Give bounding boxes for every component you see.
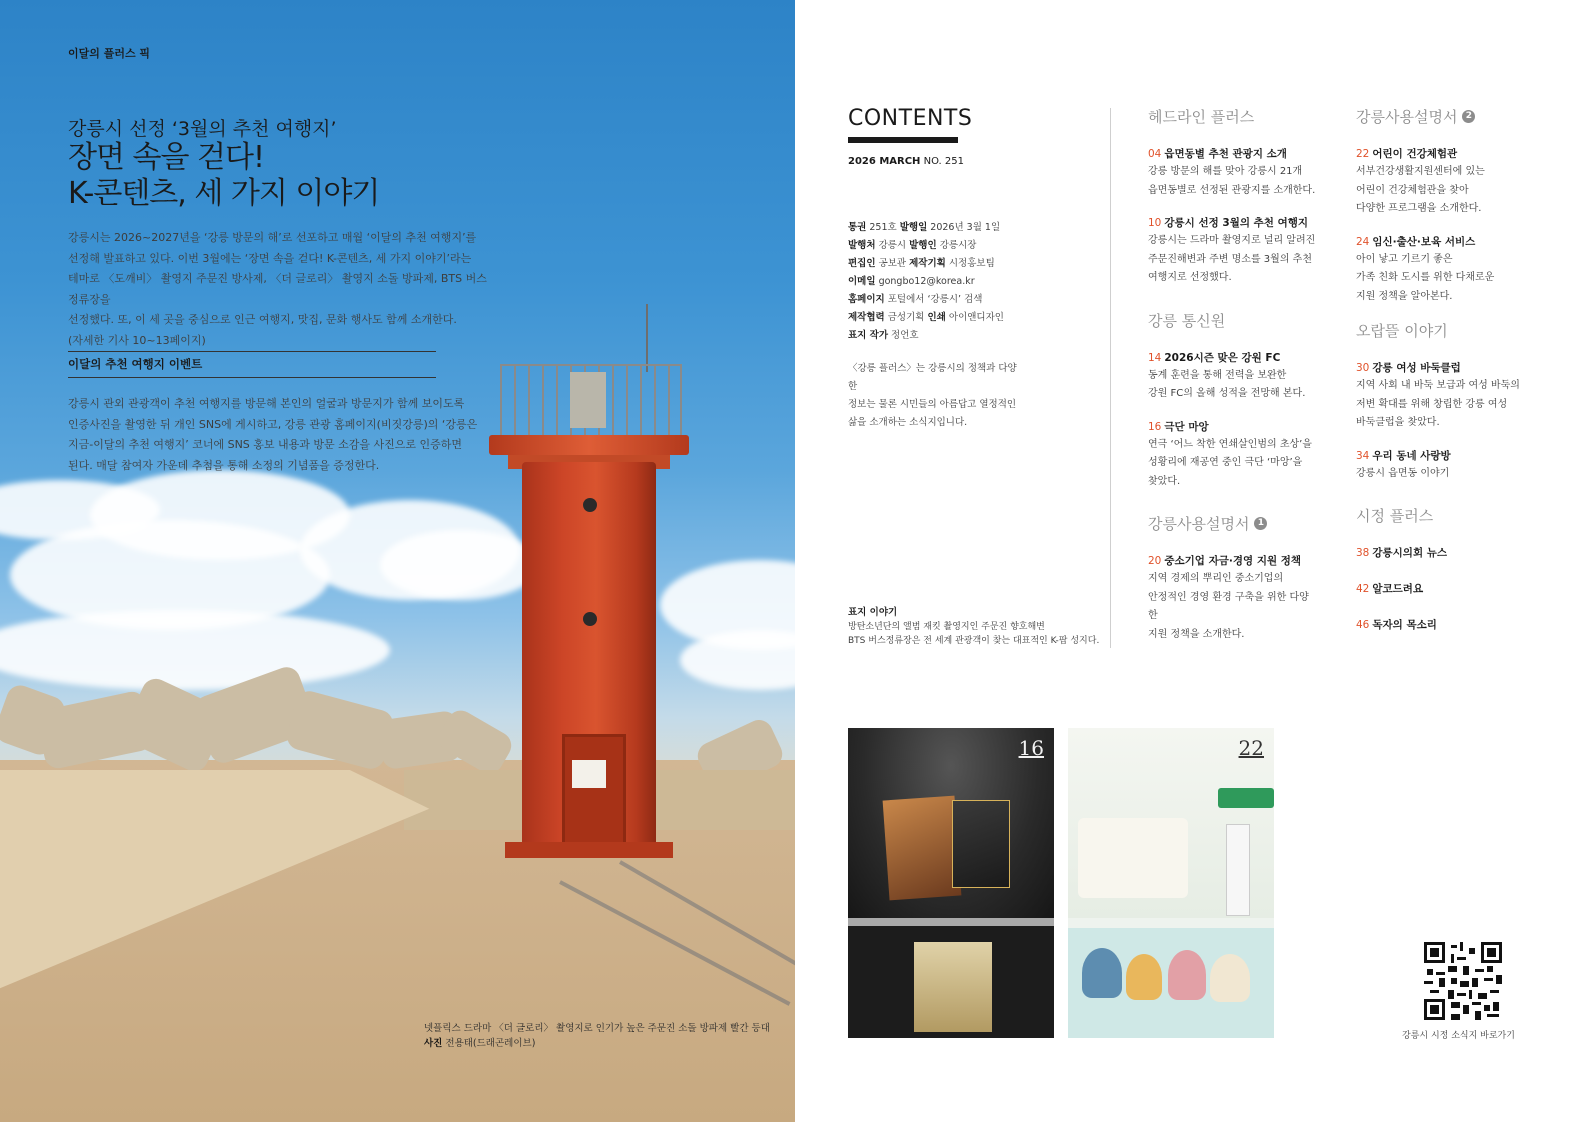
credit-row bbox=[848, 237, 1004, 255]
credit-row bbox=[848, 327, 1004, 345]
child bbox=[1082, 948, 1122, 998]
item-title: 독자의 목소리 bbox=[1372, 619, 1437, 631]
page-number-label: 22 bbox=[1238, 736, 1264, 760]
page-number: 20 bbox=[1148, 555, 1162, 567]
cloud bbox=[0, 610, 390, 690]
item-desc: 가족 친화 도시를 위한 다채로운 bbox=[1356, 272, 1495, 283]
section-heading bbox=[1356, 505, 1526, 526]
article-intro bbox=[68, 228, 488, 351]
email-link[interactable]: gongbo12@korea.kr bbox=[878, 276, 975, 287]
lighthouse-window bbox=[583, 498, 597, 512]
page-number-label: 16 bbox=[1018, 736, 1044, 760]
page-number: 04 bbox=[1148, 148, 1162, 160]
poster bbox=[914, 942, 992, 1032]
credit-key: 제작협력 bbox=[848, 312, 885, 323]
child bbox=[1210, 954, 1250, 1002]
page-number: 10 bbox=[1148, 217, 1162, 229]
caption-text: 넷플릭스 드라마 〈더 글로리〉 촬영지로 인기가 높은 주문진 소돌 방파제 빨간 등대 bbox=[424, 1023, 770, 1034]
credit-row bbox=[848, 291, 1004, 309]
about-line: 삶을 소개하는 소식지입니다. bbox=[848, 417, 968, 428]
credit-key: 편집인 bbox=[848, 258, 876, 269]
qr-caption: 강릉시 시정 소식지 바로가기 bbox=[1402, 1031, 1515, 1041]
wall-panel bbox=[1078, 818, 1188, 898]
intro-line: 선정했다. 또, 이 세 곳을 중심으로 인근 여행지, 맛집, 문화 행사도 함께 소개한다. bbox=[68, 313, 457, 326]
section-heading bbox=[1148, 513, 1318, 534]
lighthouse-mast bbox=[646, 304, 648, 372]
item-title: 중소기업 자금·경영 지원 정책 bbox=[1164, 555, 1302, 567]
item-title: 알코드려요 bbox=[1372, 583, 1424, 595]
title-bar bbox=[848, 137, 958, 143]
contents-item[interactable] bbox=[1148, 214, 1318, 288]
shelf bbox=[848, 918, 1054, 926]
credit-key: 제작기획 bbox=[909, 258, 946, 269]
item-desc: 지원 정책을 소개한다. bbox=[1148, 628, 1245, 640]
headline-line: 장면 속을 걷다! bbox=[68, 140, 264, 175]
contents-item[interactable] bbox=[1148, 552, 1318, 644]
item-desc: 서부건강생활지원센터에 있는 bbox=[1356, 166, 1485, 177]
credit-name: 전용태(드래곤레이브) bbox=[445, 1038, 536, 1049]
issue-info bbox=[848, 156, 964, 167]
page-number: 30 bbox=[1356, 362, 1370, 374]
credit-key: 통권 bbox=[848, 222, 867, 233]
contents-item[interactable] bbox=[1356, 359, 1526, 433]
contents-item[interactable] bbox=[1356, 616, 1526, 634]
intro-line: (자세한 기사 10~13페이지) bbox=[68, 333, 206, 347]
credit-value: 251호 bbox=[869, 222, 897, 233]
page-number: 22 bbox=[1356, 148, 1370, 160]
credit-value: 정언호 bbox=[891, 330, 919, 341]
intro-line: 테마로 〈도깨비〉 촬영지 주문진 방사제, 〈더 글로리〉 촬영지 소돌 방파제, BTS 버스정류장을 bbox=[68, 272, 487, 306]
item-desc: 지역 사회 내 바둑 보급과 여성 바둑의 bbox=[1356, 380, 1520, 391]
item-title: 강릉시의회 뉴스 bbox=[1372, 547, 1448, 559]
item-desc: 강릉시 읍면동 이야기 bbox=[1356, 467, 1450, 479]
headline-line: K-콘텐츠, 세 가지 이야기 bbox=[68, 176, 380, 211]
qr-code-icon[interactable] bbox=[1424, 942, 1502, 1020]
page-number: 34 bbox=[1356, 449, 1370, 462]
item-title: 우리 동네 사랑방 bbox=[1372, 449, 1451, 462]
about-line: 정보는 물론 시민들의 아름답고 열정적인 bbox=[848, 399, 1017, 410]
credit-row bbox=[848, 219, 1004, 237]
item-desc: 어린이 건강체험관을 찾아 bbox=[1356, 184, 1469, 196]
child bbox=[1168, 950, 1206, 1000]
lighthouse-lamp bbox=[570, 372, 606, 428]
credit-label: 사진 bbox=[424, 1038, 443, 1049]
item-desc: 아이 낳고 기르기 좋은 bbox=[1356, 253, 1453, 265]
credit-value: 공보관 bbox=[878, 258, 907, 269]
credit-value: 강릉시 bbox=[878, 240, 907, 251]
item-title: 2026시즌 맞은 강원 FC bbox=[1164, 351, 1281, 364]
divider bbox=[68, 351, 436, 352]
page-number: 38 bbox=[1356, 547, 1370, 559]
item-desc: 성황리에 재공연 중인 극단 ‘마앙’을 bbox=[1148, 457, 1303, 468]
photo-caption bbox=[424, 1021, 770, 1051]
lighthouse-door bbox=[562, 734, 626, 856]
contents-item[interactable] bbox=[1356, 544, 1526, 562]
contents-item[interactable] bbox=[1356, 580, 1526, 598]
item-desc: 연극 ‘어느 착한 연쇄살인범의 초상’을 bbox=[1148, 438, 1312, 450]
item-desc: 지원 정책을 알아본다. bbox=[1356, 290, 1453, 302]
item-title: 읍면동별 추천 관광지 소개 bbox=[1164, 148, 1287, 160]
event-line: 강릉시 관외 관광객이 추천 여행지를 방문해 본인의 얼굴과 방문지가 함께 보이도록 bbox=[68, 397, 465, 410]
item-title: 강릉 여성 바둑클럽 bbox=[1372, 362, 1461, 374]
item-desc: 읍면동별로 선정된 관광지를 소개한다. bbox=[1148, 184, 1316, 196]
intro-line: 선정해 발표하고 있다. 이번 3월에는 ‘장면 속을 걷다! K-콘텐츠, 세 가지 이야기’라는 bbox=[68, 251, 472, 265]
credit-key: 발행인 bbox=[909, 240, 937, 251]
lighthouse-gallery bbox=[489, 435, 689, 455]
event-line: 된다. 매달 참여자 가운데 추첨을 통해 소정의 기념품을 증정한다. bbox=[68, 458, 380, 472]
intro-line: 강릉시는 2026~2027년을 ‘강릉 방문의 해’로 선포하고 매월 ‘이달의 추천 여행지’를 bbox=[68, 231, 477, 244]
section-tag: 이달의 플러스 픽 bbox=[68, 47, 151, 60]
item-desc: 강릉시는 드라마 촬영지로 널리 알려진 bbox=[1148, 235, 1316, 246]
credit-key: 발행일 bbox=[899, 222, 928, 233]
event-line: 지금-이달의 추천 여행지’ 코너에 SNS 홍보 내용과 방문 소감을 사진으로 인증하면 bbox=[68, 438, 463, 451]
item-title: 극단 마앙 bbox=[1164, 420, 1209, 433]
article-headline bbox=[68, 140, 379, 212]
poster bbox=[952, 800, 1010, 888]
page-number: 14 bbox=[1148, 351, 1162, 364]
cover-story-title: 표지 이야기 bbox=[848, 607, 898, 618]
section-heading-text: 강릉사용설명서 bbox=[1148, 515, 1250, 533]
item-desc: 안정적인 경영 환경 구축을 위한 다양한 bbox=[1148, 591, 1309, 621]
section-heading-text: 헤드라인 플러스 bbox=[1148, 108, 1255, 126]
contents-item[interactable] bbox=[1356, 447, 1526, 484]
credit-value: 포털에서 ‘강릉시’ 검색 bbox=[887, 294, 983, 305]
page-number: 16 bbox=[1148, 420, 1162, 433]
number-badge-icon: 2 bbox=[1462, 110, 1475, 123]
contents-item[interactable] bbox=[1148, 145, 1318, 200]
lighthouse-base bbox=[505, 842, 673, 858]
item-desc: 강원 FC의 올해 성적을 전망해 본다. bbox=[1148, 388, 1306, 399]
event-title: 이달의 추천 여행지 이벤트 bbox=[68, 357, 203, 371]
credit-value: 2026년 3월 1일 bbox=[930, 222, 1001, 233]
thumbnail-page-16[interactable] bbox=[848, 728, 1054, 1038]
item-desc: 여행지로 선정했다. bbox=[1148, 272, 1232, 283]
contents-item[interactable] bbox=[1356, 233, 1526, 307]
cloud bbox=[380, 530, 540, 600]
contents-column-a bbox=[1148, 106, 1318, 658]
divider bbox=[68, 377, 436, 378]
cover-story-line: BTS 버스정류장은 전 세계 관광객이 찾는 대표적인 K-팝 성지다. bbox=[848, 636, 1100, 646]
contents-item[interactable] bbox=[1148, 418, 1318, 492]
item-title: 강릉시 선정 3월의 추천 여행지 bbox=[1164, 217, 1309, 229]
event-body bbox=[68, 394, 488, 476]
credit-value: 금성기획 bbox=[887, 312, 925, 323]
section-heading-text: 강릉 통신원 bbox=[1148, 311, 1226, 330]
cover-story-line: 방탄소년단의 앨범 재킷 촬영지인 주문진 향호해변 bbox=[848, 622, 1045, 632]
section-heading bbox=[1148, 310, 1318, 331]
wall-sign bbox=[1218, 788, 1274, 808]
contents-column-b bbox=[1356, 106, 1526, 648]
contents-item[interactable] bbox=[1356, 145, 1526, 219]
thumbnail-page-22[interactable] bbox=[1068, 728, 1274, 1038]
issue-number: NO. 251 bbox=[923, 156, 964, 167]
credit-value: 아이앤디자인 bbox=[948, 312, 1004, 323]
event-line: 인증사진을 촬영한 뒤 개인 SNS에 게시하고, 강릉 관광 홈페이지(비짓강릉)의 ‘강릉은 bbox=[68, 417, 478, 431]
credit-key: 홈페이지 bbox=[848, 294, 885, 305]
about-text bbox=[848, 360, 1018, 432]
item-desc: 바둑클럽을 찾았다. bbox=[1356, 417, 1440, 428]
item-desc: 찾았다. bbox=[1148, 475, 1181, 487]
credit-value: 시정홍보팀 bbox=[948, 258, 995, 269]
item-title: 어린이 건강체험관 bbox=[1372, 148, 1458, 160]
masthead-credits bbox=[848, 219, 1004, 345]
instructor bbox=[1226, 824, 1250, 916]
lighthouse-plate bbox=[572, 760, 606, 788]
section-heading bbox=[1356, 320, 1526, 341]
item-desc: 강릉 방문의 해를 맞아 강릉시 21개 bbox=[1148, 166, 1303, 177]
credit-row bbox=[848, 309, 1004, 327]
issue-date: 2026 MARCH bbox=[848, 156, 921, 167]
credit-value: 강릉시장 bbox=[939, 240, 977, 251]
section-heading-text: 시정 플러스 bbox=[1356, 507, 1434, 525]
section-heading-text: 오랍뜰 이야기 bbox=[1356, 322, 1448, 340]
credit-key: 이메일 bbox=[848, 276, 876, 287]
page-number: 46 bbox=[1356, 619, 1370, 631]
child bbox=[1126, 954, 1162, 1000]
credit-key: 인쇄 bbox=[927, 312, 946, 323]
photo-credit bbox=[424, 1036, 770, 1051]
item-desc: 지역 경제의 뿌리인 중소기업의 bbox=[1148, 573, 1284, 584]
section-heading bbox=[1356, 106, 1526, 127]
item-title: 임신·출산·보육 서비스 bbox=[1372, 235, 1476, 248]
article-kicker: 강릉시 선정 ‘3월의 추천 여행지’ bbox=[68, 118, 337, 140]
item-desc: 저변 확대를 위해 창립한 강릉 여성 bbox=[1356, 398, 1508, 410]
number-badge-icon: 1 bbox=[1254, 517, 1267, 530]
item-desc: 다양한 프로그램을 소개한다. bbox=[1356, 203, 1482, 214]
credit-row bbox=[848, 273, 1004, 291]
lighthouse-window bbox=[583, 612, 597, 626]
section-heading bbox=[1148, 106, 1318, 127]
cover-story bbox=[848, 606, 1099, 648]
section-heading-text: 강릉사용설명서 bbox=[1356, 108, 1458, 126]
about-line: 〈강릉 플러스〉는 강릉시의 정책과 다양한 bbox=[848, 363, 1017, 392]
contents-item[interactable] bbox=[1148, 349, 1318, 404]
credit-key: 발행처 bbox=[848, 240, 876, 251]
item-desc: 동계 훈련을 통해 전력을 보완한 bbox=[1148, 369, 1287, 381]
credit-key: 표지 작가 bbox=[848, 330, 889, 341]
page-number: 42 bbox=[1356, 583, 1370, 595]
credit-row bbox=[848, 255, 1004, 273]
contents-title: CONTENTS bbox=[848, 106, 973, 131]
column-divider bbox=[1110, 108, 1111, 648]
item-desc: 주문진해변과 주변 명소를 3월의 추천 bbox=[1148, 253, 1312, 265]
poster bbox=[883, 796, 962, 901]
page-number: 24 bbox=[1356, 235, 1370, 248]
